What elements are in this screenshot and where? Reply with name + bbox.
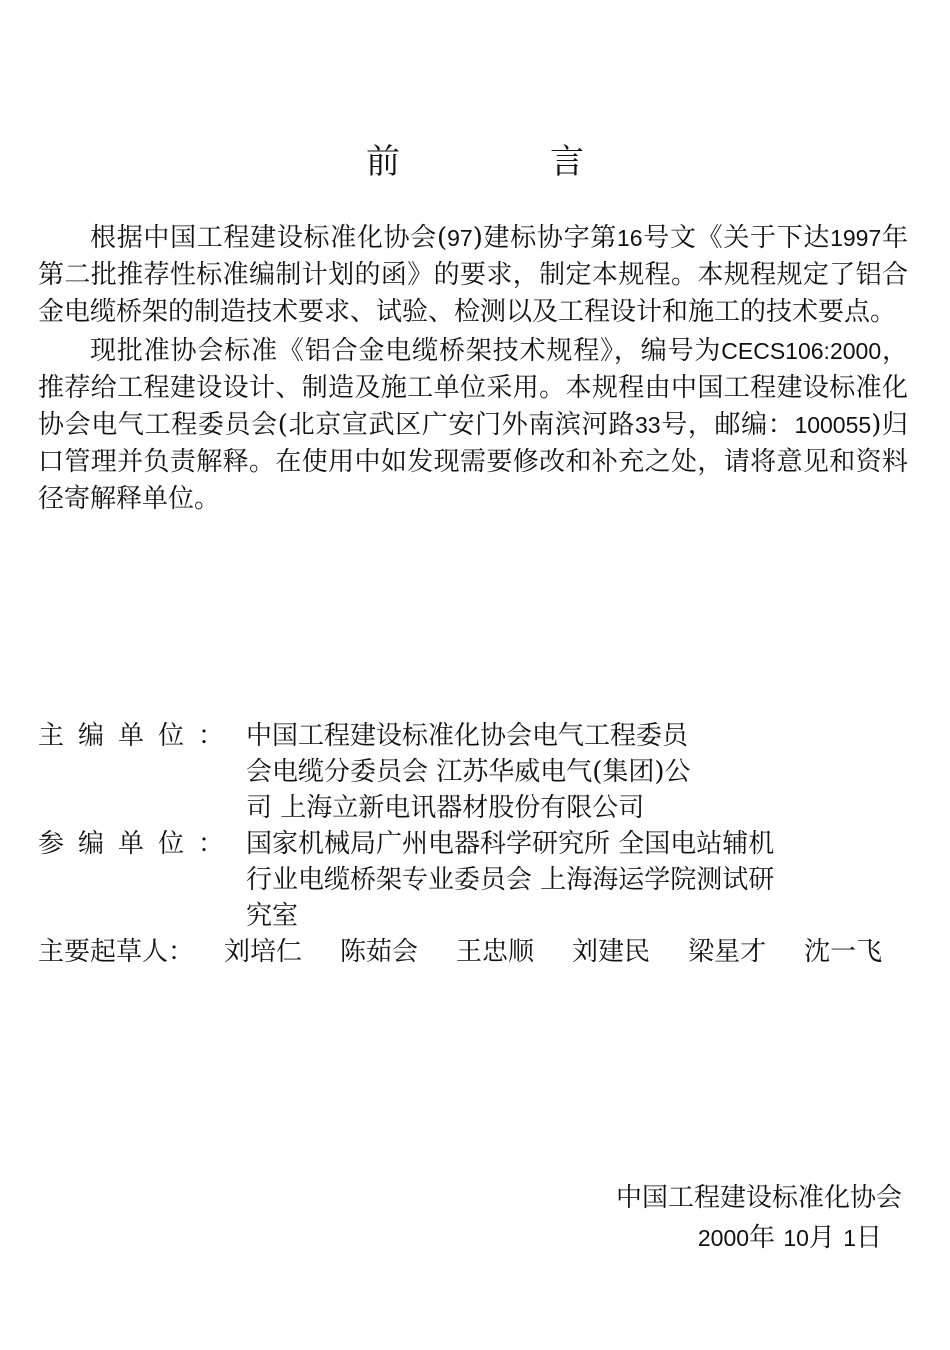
paragraph-1-text-b: )建标协字第 (472, 223, 617, 253)
paragraph-2-text-b: ，推荐给工程建设设计、制造及施工单位采用。本规程由中国工程建设标准化协会电气工程委员会(北京宣武区广安门外南滨河路 (38, 336, 908, 440)
chief-unit-row (38, 718, 908, 826)
participant-unit-label: 参编单位： (38, 829, 239, 859)
month-unit: 月 (808, 1223, 835, 1253)
drafter-name: 刘培仁 (224, 937, 303, 967)
issuing-organization: 中国工程建设标准化协会 (615, 1183, 902, 1213)
page-title (0, 134, 950, 183)
preface-body (38, 220, 908, 518)
paragraph-2-text-c: 号，邮编： (660, 410, 795, 440)
year-unit: 年 (749, 1223, 776, 1253)
standard-code: CECS106:2000 (721, 338, 882, 364)
participant-unit-row (38, 826, 908, 934)
day-unit: 日 (855, 1223, 882, 1253)
drafter-name: 王忠顺 (456, 937, 535, 967)
paragraph-1 (38, 220, 908, 331)
document-number: 16 (616, 225, 643, 251)
paragraph-2-text-a: 现批准协会标准《铝合金电缆桥架技术规程》，编号为 (90, 336, 722, 366)
issue-date (616, 1218, 902, 1258)
paragraph-1-text-c: 号文《关于下达 (642, 223, 831, 253)
drafters-list (224, 934, 908, 970)
paragraph-1-text-a: 根据中国工程建设标准化协会( (90, 223, 448, 253)
issue-month: 10 (783, 1225, 809, 1251)
plan-year: 1997 (830, 225, 882, 251)
participant-unit-text: 国家机械局广州电器科学研究所 全国电站辅机行业电缆桥架专业委员会 上海海运学院测试研究室 (246, 829, 775, 931)
units-section (38, 718, 908, 970)
drafter-name: 沈一飞 (804, 937, 883, 967)
title-char-left: 前 (366, 142, 400, 182)
title-char-right: 言 (550, 142, 584, 182)
chief-unit-text: 中国工程建设标准化协会电气工程委员会电缆分委员会 江苏华威电气(集团)公司 上海立新电讯器材股份有限公司 (246, 721, 691, 823)
postal-code: 100055 (794, 412, 872, 438)
paragraph-2 (38, 333, 908, 518)
drafters-label: 主要起草人： (38, 937, 195, 967)
drafter-name: 陈茹会 (340, 937, 419, 967)
signature-block (616, 1178, 902, 1258)
chief-unit-label: 主编单位： (38, 721, 239, 751)
paragraph-2-text-d: )归口管理并负责解释。在使用中如发现需要修改和补充之处，请将意见和资料径寄解释单位。 (38, 410, 908, 514)
street-number: 33 (634, 412, 661, 438)
drafter-name: 刘建民 (572, 937, 651, 967)
paragraph-1-text-d: 年第二批推荐性标准编制计划的函》的要求，制定本规程。本规程规定了铝合金电缆桥架的制造技术要求、试验、检测以及工程设计和施工的技术要点。 (38, 223, 908, 327)
drafter-name: 梁星才 (688, 937, 767, 967)
document-year-ref: 97 (447, 225, 473, 251)
issue-year: 2000 (697, 1225, 750, 1251)
issue-day: 1 (843, 1225, 856, 1251)
drafters-row (38, 934, 908, 970)
